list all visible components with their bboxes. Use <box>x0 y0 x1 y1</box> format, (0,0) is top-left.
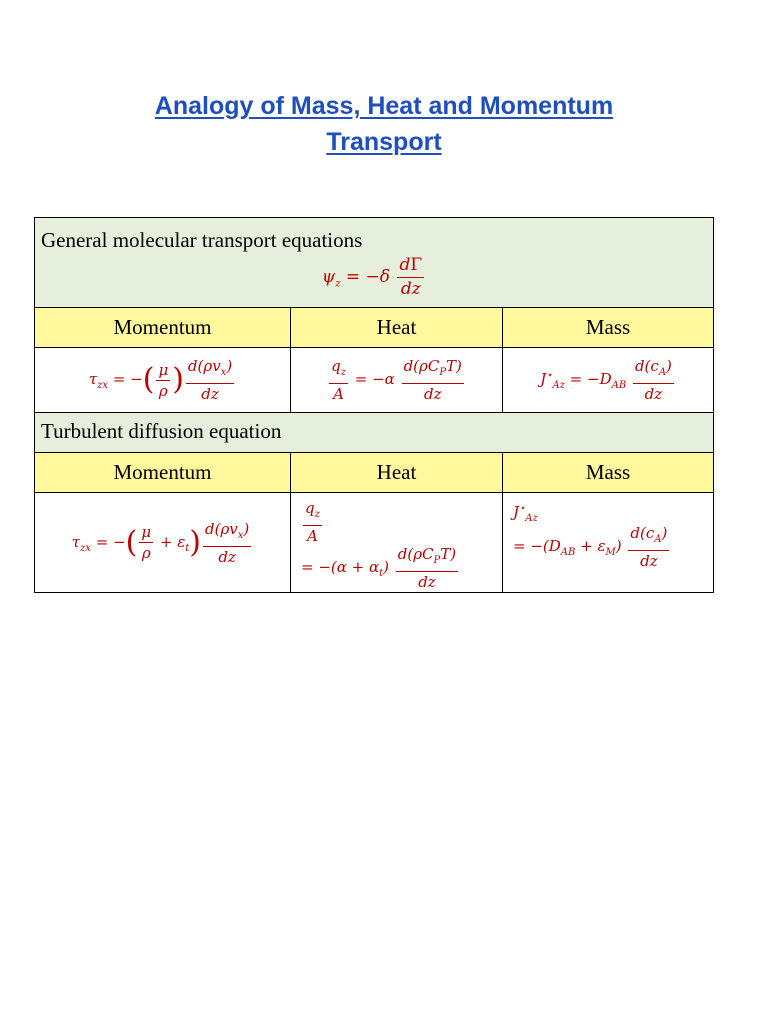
title-line-2: Transport <box>326 128 442 156</box>
general-section-cell <box>35 218 714 308</box>
turbulent-heat-equation: $\frac{q_z}{A}$ = $-(\alpha + \alpha_t)$ $\frac{d(\rho C_PT)}{dz}$ <box>291 493 503 593</box>
general-flux-equation: $\psi_z = -\delta$ $\frac{d\Gamma}{dz}$ <box>321 254 423 299</box>
turbulent-header-momentum: Momentum <box>35 453 291 493</box>
general-header-momentum: Momentum <box>35 308 291 348</box>
general-momentum-equation: $\tau_{zx}$ = −( $\frac{\mu}{\rho}$ ) $\frac{d(\rho v_x)}{dz}$ <box>35 348 291 413</box>
turbulent-momentum-equation: $\tau_{zx}$ = −( $\frac{\mu}{\rho}$ + $\varepsilon_t$) $\frac{d(\rho v_x)}{dz}$ <box>35 493 291 593</box>
turbulent-mass-equation: $J^⋆_{Az}$ = $-(D_{AB} + \varepsilon_M)$ $\frac{d(c_A)}{dz}$ <box>503 493 714 593</box>
general-header-heat: Heat <box>291 308 503 348</box>
turbulent-section-heading: Turbulent diffusion equation <box>41 419 282 443</box>
transport-analogy-table <box>34 217 714 593</box>
turbulent-section-row <box>35 413 714 453</box>
page-title <box>0 88 768 160</box>
turbulent-section-cell <box>35 413 714 453</box>
general-section-row <box>35 218 714 308</box>
turbulent-header-mass: Mass <box>503 453 714 493</box>
general-header-mass: Mass <box>503 308 714 348</box>
title-line-1: Analogy of Mass, Heat and Momentum <box>154 92 614 120</box>
general-equation-row <box>35 348 714 413</box>
general-section-heading: General molecular transport equations <box>41 227 363 252</box>
general-mass-equation: $J^⋆_{Az} = -D_{AB}$ $\frac{d(c_A)}{dz}$ <box>503 348 714 413</box>
turbulent-header-row <box>35 453 714 493</box>
turbulent-header-heat: Heat <box>291 453 503 493</box>
general-heat-equation: $\frac{q_z}{A}$ = −α $\frac{d(\rho C_PT)}{dz}$ <box>291 348 503 413</box>
turbulent-equation-row <box>35 493 714 593</box>
general-header-row <box>35 308 714 348</box>
